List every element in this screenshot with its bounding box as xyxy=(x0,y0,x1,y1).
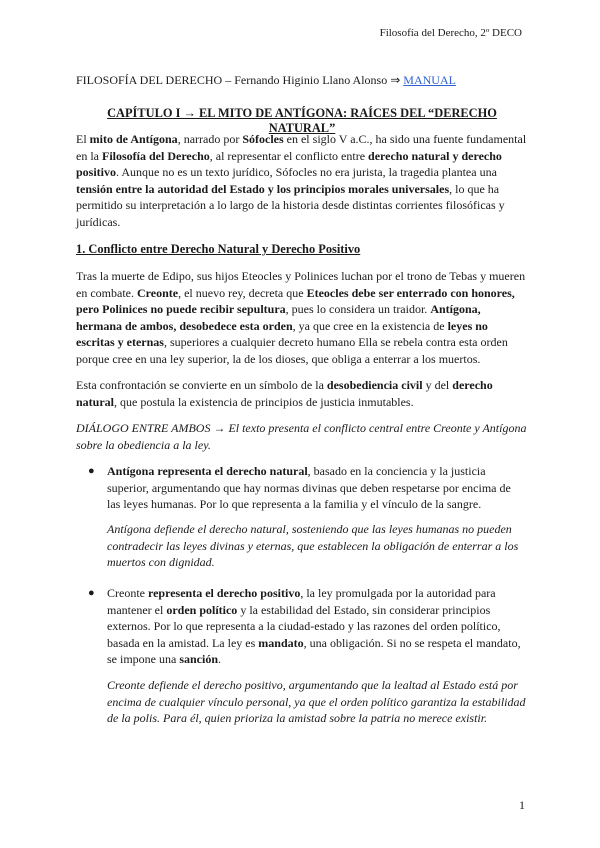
bullet-creonte xyxy=(107,585,527,668)
bold-text-run: orden político xyxy=(166,602,238,617)
bullet-antigona-note: Antígona defiende el derecho natural, sosteniendo que las leyes humanas no pueden contradecir las leyes divinas y eternas, que establecen la obligación de enterrar a los muertos con dignidad. xyxy=(107,522,519,569)
text-run: en el siglo V a.C., ha sido una fuente fundamental en la xyxy=(76,132,527,163)
paragraph-disobedience xyxy=(76,377,528,410)
bold-text-run: Filosofía del Derecho xyxy=(102,148,210,163)
page-number: 1 xyxy=(519,798,525,812)
paragraph-conflict xyxy=(76,268,528,367)
text-run: , superiores a cualquier decreto humano Ella se rebela contra esta orden porque cree en una ley superior, la de los dioses, que obliga a enterrar a los muertos. xyxy=(76,335,508,366)
section-title: 1. Conflicto entre Derecho Natural y Derecho Positivo xyxy=(76,242,361,256)
bold-text-run: desobediencia civil xyxy=(326,378,423,392)
text-run: Tras la muerte de Edipo, sus hijos Eteocles y Polinices luchan por el trono de Tebas y mueren en combate. xyxy=(76,269,526,300)
bold-text-run: Antígona representa el derecho natural xyxy=(107,464,308,478)
text-run: . xyxy=(218,652,222,666)
manual-link[interactable]: MANUAL xyxy=(403,73,456,87)
text-run: , una obligación. Si no se respeta el mandato, se impone una xyxy=(107,635,521,666)
bold-text-run: mito de Antígona xyxy=(89,132,178,146)
intro-paragraph xyxy=(76,131,528,230)
document-title: FILOSOFÍA DEL DERECHO – Fernando Higinio Llano Alonso ⇒ xyxy=(76,73,404,87)
bold-text-run: Antígona, hermana de ambos, desobedece esta orden xyxy=(76,302,481,333)
bold-text-run: Eteocles debe ser enterrado con honores, pero Polinices no puede recibir sepultura xyxy=(76,285,515,316)
text-run: El xyxy=(76,132,90,146)
bold-text-run: leyes no escritas y eternas xyxy=(76,318,488,349)
text-run: Creonte xyxy=(107,586,148,600)
bullet-creonte-note: Creonte defiende el derecho positivo, argumentando que la lealtad al Estado está por encima de cualquier vínculo personal, ya que el orden político garantiza la estabilidad de la polis. Para él, quien prioriza la amistad sobre la patria no merece existir. xyxy=(107,678,526,725)
text-run: , narrado por xyxy=(177,132,243,146)
bold-text-run: tensión entre la autoridad del Estado y los principios morales universales xyxy=(76,181,450,196)
text-run: , que postula la existencia de principios de justicia inmutables. xyxy=(114,394,414,409)
text-run: . Aunque no es un texto jurídico, Sófocles no era jurista, la tragedia plantea una xyxy=(116,165,497,179)
text-run: , el nuevo rey, decreta que xyxy=(178,285,307,300)
text-run: , lo que ha permitido su interpretación a lo largo de la historia desde distintas corrientes filosóficas y jurídicas. xyxy=(76,181,505,229)
bullet-marker: ● xyxy=(88,587,95,599)
bold-text-run: sanción xyxy=(179,652,219,666)
text-run: y la estabilidad del Estado, sin considerar principios externos. Por lo que representa a la ciudad-estado y las razones del orden político, basada en la amistad. La ley es xyxy=(107,602,501,650)
text-run: y del xyxy=(422,378,453,392)
bold-text-run: derecho natural y derecho positivo xyxy=(76,148,502,179)
text-run: , al representar el conflicto entre xyxy=(209,148,369,163)
text-run: , ya que cree en la existencia de xyxy=(292,318,448,333)
bold-text-run: derecho natural xyxy=(76,378,493,409)
bold-text-run: Sófocles xyxy=(242,132,284,146)
text-run: , basado en la conciencia y la justicia superior, argumentando que hay normas divinas que deben respetarse por encima de las leyes humanas. Por lo que representa a la familia y el vínculo de la sangre. xyxy=(107,464,511,511)
bullet-antigona xyxy=(107,463,527,513)
bold-text-run: mandato xyxy=(258,635,304,650)
chapter-title: CAPÍTULO I → EL MITO DE ANTÍGONA: RAÍCES DEL “DERECHO NATURAL” xyxy=(107,106,497,135)
text-run: , la ley promulgada por la autoridad para mantener el xyxy=(107,586,496,617)
running-header: Filosofía del Derecho, 2º DECO xyxy=(379,27,522,39)
bold-text-run: Creonte xyxy=(136,285,179,300)
text-run: Esta confrontación se convierte en un símbolo de la xyxy=(76,378,327,392)
dialogue-note: DIÁLOGO ENTRE AMBOS → El texto presenta el conflicto central entre Creonte y Antígona sobre la obediencia a la ley. xyxy=(76,421,527,452)
document-title-line xyxy=(76,73,456,88)
bullet-marker: ● xyxy=(88,465,95,477)
bold-text-run: representa el derecho positivo xyxy=(148,586,301,600)
text-run: , pues lo considera un traidor. xyxy=(285,302,431,316)
